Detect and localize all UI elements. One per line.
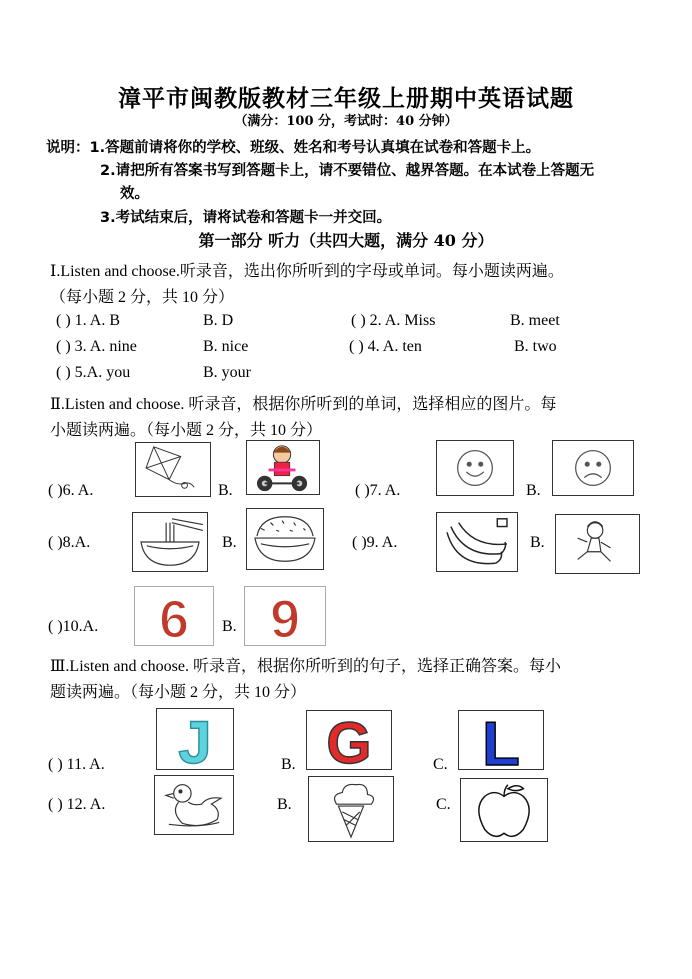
q3-option-b: B. nice — [203, 338, 249, 355]
girl-on-tricycle-image — [246, 440, 320, 495]
rice-bowl-image — [246, 508, 324, 570]
note-line-1: 说明：1.答题前请将你的学校、班级、姓名和考号认真填在试卷和答题卡上。 — [46, 140, 541, 156]
q12: ( ) 12. A. — [48, 796, 106, 813]
q8-option-b: B. — [222, 534, 237, 551]
q10: ( )10.A. — [48, 618, 99, 635]
letter-j-image — [156, 708, 234, 770]
bananas-image — [436, 512, 518, 572]
part-1-heading: 第一部分 听力（共四大题，满分 40 分） — [198, 231, 494, 250]
q12-option-b: B. — [277, 796, 292, 813]
q9-option-b: B. — [530, 534, 545, 551]
digit-six: 6 — [158, 589, 190, 645]
section-3-score: 题读两遍。（每小题 2 分，共 10 分） — [50, 684, 307, 701]
note-line-2: 2.请把所有答案书写到答题卡上，请不要错位、越界答题。在本试卷上答题无 — [100, 163, 595, 179]
q11-option-b: B. — [281, 756, 296, 773]
q6-option-b: B. — [218, 482, 233, 499]
note-line-4: 3.考试结束后，请将试卷和答题卡一并交回。 — [100, 210, 392, 226]
q11: ( ) 11. A. — [48, 756, 105, 773]
letter-l: L — [482, 711, 520, 769]
digit-nine: 9 — [269, 589, 301, 645]
note-line-3: 效。 — [120, 186, 149, 202]
running-child-image — [555, 514, 640, 574]
sad-face-image — [552, 440, 634, 496]
ice-cream-image — [308, 776, 394, 842]
letter-l-image — [458, 710, 544, 770]
q2: ( ) 2. A. Miss — [351, 312, 436, 329]
section-2-score: 小题读两遍。（每小题 2 分，共 10 分） — [50, 422, 323, 439]
smiling-face-image — [436, 440, 514, 496]
page-subtitle: （满分：100 分，考试时：40 分钟） — [234, 114, 458, 129]
q10-option-b: B. — [222, 618, 237, 635]
q4: ( ) 4. A. ten — [349, 338, 422, 355]
letter-g-image — [306, 710, 392, 770]
section-1-instruction: Ⅰ.Listen and choose.听录音，选出你所听到的字母或单词。每小题读两遍。 — [50, 263, 564, 280]
q12-option-c: C. — [436, 796, 451, 813]
q9: ( )9. A. — [352, 534, 398, 551]
page-title: 漳平市闽教版教材三年级上册期中英语试题 — [118, 85, 574, 112]
q3: ( ) 3. A. nine — [56, 338, 137, 355]
q5-option-b: B. your — [203, 364, 251, 381]
number-six-image — [134, 586, 214, 646]
q1-option-b: B. D — [203, 312, 234, 329]
apple-image — [460, 778, 548, 842]
kite-image — [135, 442, 211, 497]
q5: ( ) 5.A. you — [56, 364, 131, 381]
section-3-instruction: Ⅲ.Listen and choose. 听录音，根据你所听到的句子，选择正确答案。每小 — [50, 658, 561, 675]
letter-g: G — [326, 711, 372, 769]
q2-option-b: B. meet — [510, 312, 560, 329]
q8: ( )8.A. — [48, 534, 91, 551]
q4-option-b: B. two — [514, 338, 557, 355]
q11-option-c: C. — [433, 756, 448, 773]
q7: ( )7. A. — [355, 482, 401, 499]
q6: ( )6. A. — [48, 482, 94, 499]
q1: ( ) 1. A. B — [56, 312, 120, 329]
duck-image — [154, 775, 234, 835]
section-2-instruction: Ⅱ.Listen and choose. 听录音，根据你所听到的单词，选择相应的图片。每 — [50, 396, 557, 413]
number-nine-image — [244, 586, 326, 646]
section-1-score: （每小题 2 分，共 10 分） — [50, 289, 235, 306]
q7-option-b: B. — [526, 482, 541, 499]
letter-j: J — [178, 709, 212, 769]
noodles-bowl-image — [132, 512, 208, 572]
